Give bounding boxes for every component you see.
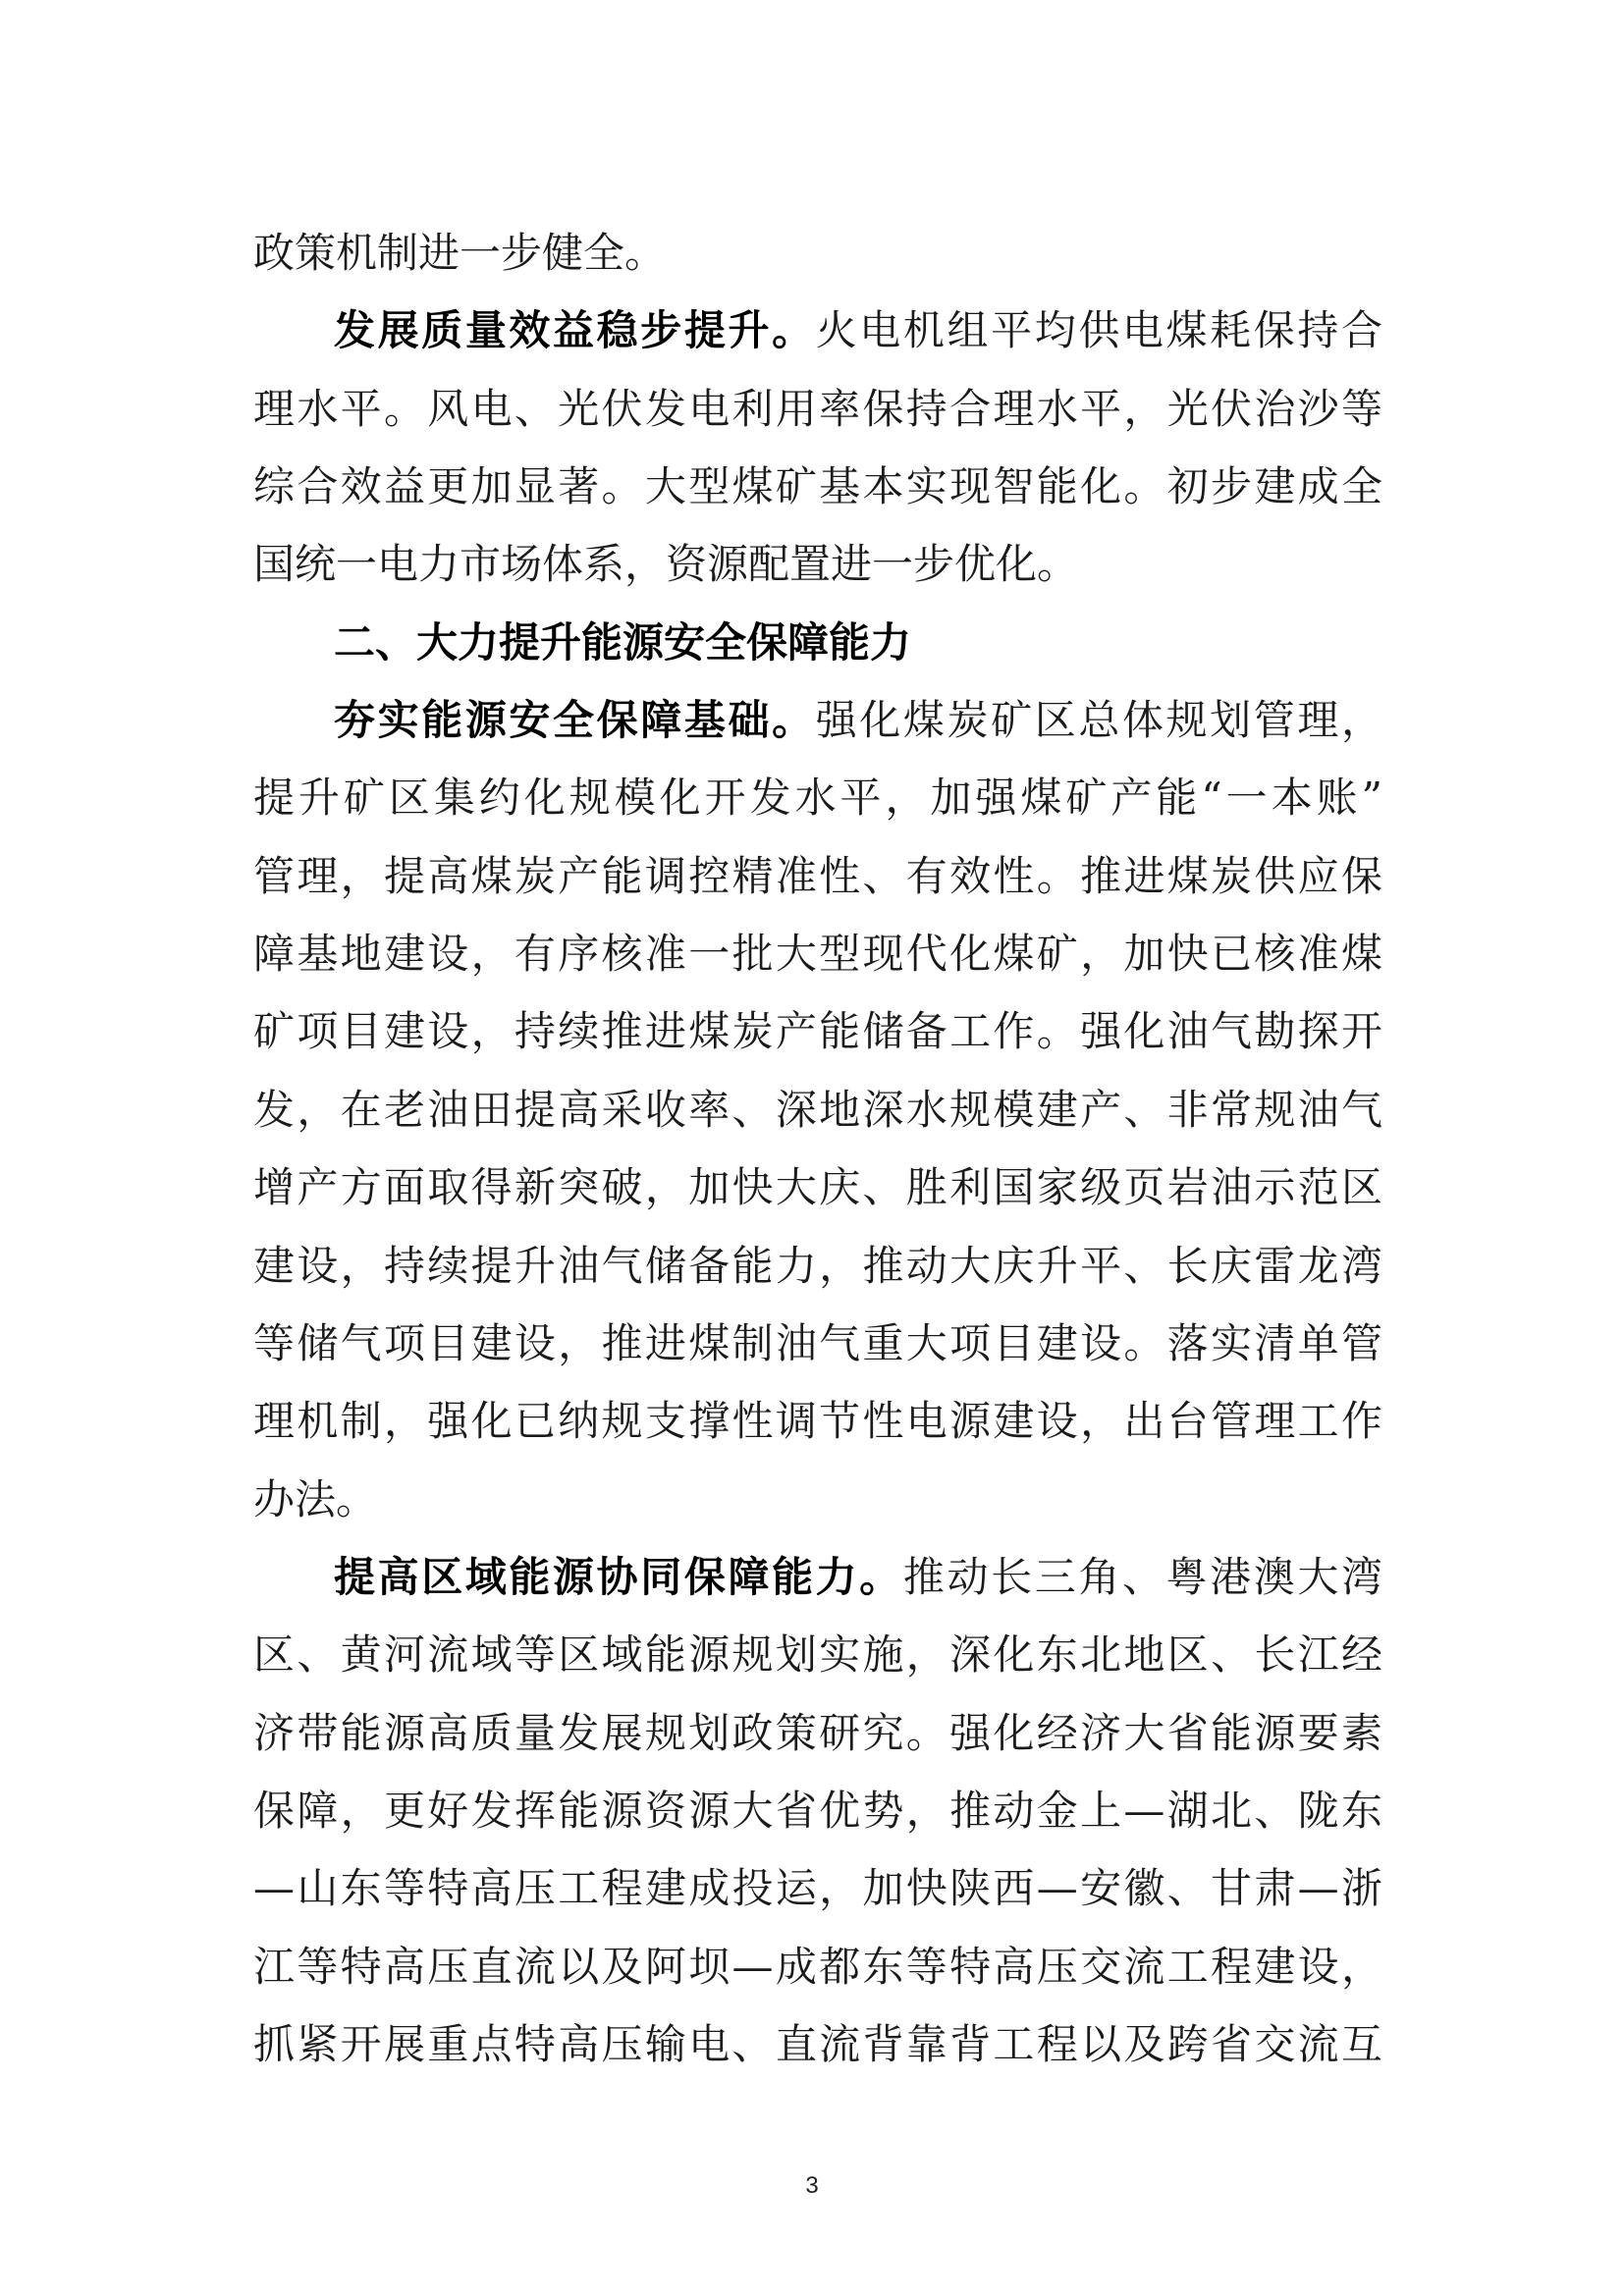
text-line	[253, 1704, 1382, 1763]
text-line	[253, 1237, 1382, 1296]
text-line	[253, 1938, 1382, 1997]
text-line	[253, 380, 1382, 439]
line-text: 保障，更好发挥能源资源大省优势，推动金上—湖北、陇东	[253, 1787, 1382, 1835]
text-line	[253, 769, 1382, 828]
line-text: 管理，提高煤炭产能调控精准性、有效性。推进煤炭供应保	[253, 852, 1382, 900]
text-line	[253, 224, 1382, 283]
paragraph-lead: 夯实能源安全保障基础。	[334, 696, 816, 744]
line-text: 办法。	[253, 1475, 378, 1523]
line-text: 江等特高压直流以及阿坝—成都东等特高压交流工程建设，	[253, 1943, 1382, 1991]
text-line	[253, 1314, 1382, 1373]
line-text: 综合效益更加显著。大型煤矿基本实现智能化。初步建成全	[253, 462, 1382, 510]
line-text: 区、黄河流域等区域能源规划实施，深化东北地区、长江经	[253, 1630, 1382, 1679]
text-line	[253, 2015, 1382, 2074]
text-line	[253, 1626, 1382, 1684]
line-text: 政策机制进一步健全。	[253, 229, 667, 277]
line-text: 理机制，强化已纳规支撑性调节性电源建设，出台管理工作	[253, 1397, 1382, 1445]
text-line	[253, 1470, 1382, 1529]
paragraph-lead-line	[334, 301, 1382, 360]
paragraph-lead: 提高区域能源协同保障能力。	[334, 1553, 903, 1601]
text-line	[253, 1859, 1382, 1918]
line-text: 强化煤炭矿区总体规划管理，	[815, 696, 1382, 744]
text-line	[253, 1081, 1382, 1140]
line-text: 增产方面取得新突破，加快大庆、胜利国家级页岩油示范区	[253, 1163, 1382, 1211]
page-number: 3	[805, 2172, 819, 2199]
line-text: 提升矿区集约化规模化开发水平，加强煤矿产能“一本账”	[253, 774, 1382, 822]
section-heading	[334, 614, 1382, 672]
line-text: 国统一电力市场体系，资源配置进一步优化。	[253, 540, 1079, 588]
paragraph-lead-line	[334, 691, 1382, 750]
line-text: 推动长三角、粤港澳大湾	[902, 1553, 1382, 1601]
text-line	[253, 1782, 1382, 1841]
text-line	[253, 457, 1382, 516]
section-heading-text: 二、大力提升能源安全保障能力	[334, 618, 912, 667]
text-line	[253, 847, 1382, 906]
line-text: 济带能源高质量发展规划政策研究。强化经济大省能源要素	[253, 1709, 1382, 1757]
text-line	[253, 1158, 1382, 1217]
line-text: 建设，持续提升油气储备能力，推动大庆升平、长庆雷龙湾	[253, 1242, 1382, 1290]
paragraph-lead-line	[334, 1548, 1382, 1607]
line-text: 火电机组平均供电煤耗保持合	[815, 306, 1382, 354]
text-line	[253, 1002, 1382, 1061]
line-text: —山东等特高压工程建成投运，加快陕西—安徽、甘肃—浙	[253, 1864, 1382, 1912]
paragraph-lead: 发展质量效益稳步提升。	[334, 306, 816, 354]
line-text: 发，在老油田提高采收率、深地深水规模建产、非常规油气	[253, 1086, 1382, 1134]
text-line	[253, 535, 1382, 594]
line-text: 矿项目建设，持续推进煤炭产能储备工作。强化油气勘探开	[253, 1007, 1382, 1055]
line-text: 等储气项目建设，推进煤制油气重大项目建设。落实清单管	[253, 1319, 1382, 1367]
text-line	[253, 925, 1382, 984]
line-text: 障基地建设，有序核准一批大型现代化煤矿，加快已核准煤	[253, 930, 1382, 978]
line-text: 抓紧开展重点特高压输电、直流背靠背工程以及跨省交流互	[253, 2020, 1382, 2068]
text-line	[253, 1392, 1382, 1451]
line-text: 理水平。风电、光伏发电利用率保持合理水平，光伏治沙等	[253, 385, 1382, 433]
